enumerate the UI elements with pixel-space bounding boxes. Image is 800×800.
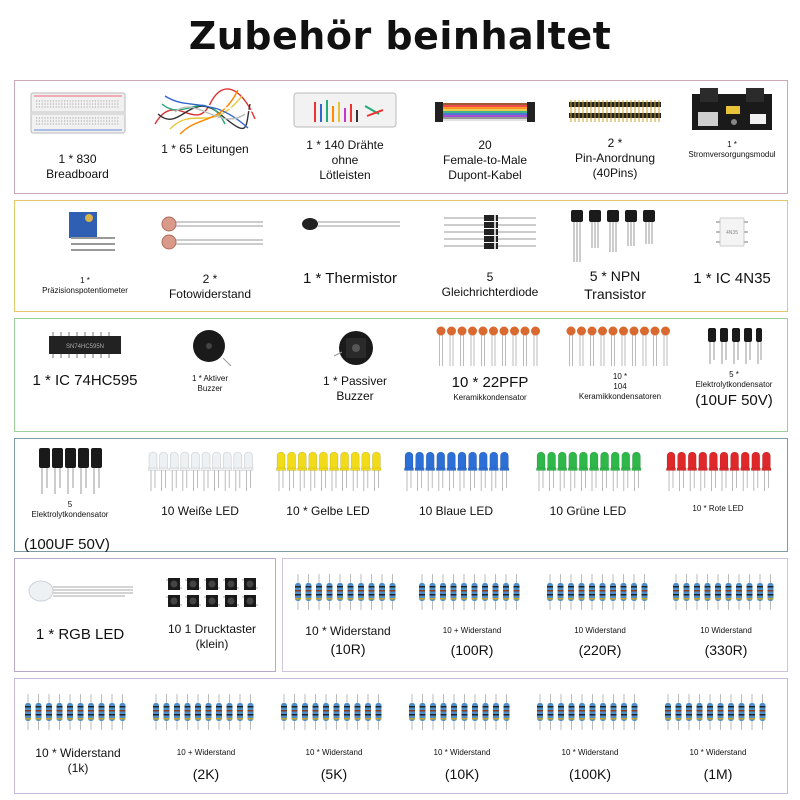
- item-led-red: [656, 448, 780, 514]
- elko10-value: (10UF 50V): [695, 392, 773, 409]
- active-buzzer-image: [185, 328, 235, 368]
- elko10-label: 5 * Elektrolytkondensator: [695, 370, 773, 389]
- item-r220r: [540, 574, 660, 660]
- r330r-value: (330R): [704, 642, 748, 658]
- r100r-label: 10 + Widerstand: [442, 626, 502, 635]
- item-pins: [555, 100, 675, 181]
- r5k-value: (5K): [320, 766, 348, 782]
- thermistor-image: [298, 214, 402, 234]
- elko100-value: (100UF 50V): [24, 536, 110, 553]
- item-aktiv: [160, 328, 260, 394]
- item-r100r: [412, 574, 532, 660]
- wire-box-image: [293, 92, 397, 128]
- push-button-image: [162, 574, 262, 610]
- dupont-cable-image: [435, 100, 535, 124]
- elko-100uf-image: [35, 446, 105, 496]
- resistor-2k-image: [151, 694, 261, 730]
- item-strom: [680, 86, 784, 160]
- r10r-label: 10 * Widerstand: [305, 624, 391, 638]
- passive-buzzer-image: [330, 328, 380, 368]
- led-green-label: 10 Grüne LED: [549, 504, 627, 518]
- pins-label: 2 * Pin-Anordnung (40Pins): [574, 136, 656, 180]
- item-elko100: [20, 446, 120, 520]
- thermistor-label: 1 * Thermistor: [303, 270, 397, 287]
- elko100-label: 5 Elektrolytkondensator: [31, 500, 109, 519]
- item-diode: [425, 214, 555, 300]
- item-breadboard: [20, 92, 135, 182]
- jumper-wires-image: [150, 84, 260, 138]
- item-r5k: [272, 694, 396, 784]
- ic595-marking: SN74HC595N: [65, 344, 105, 350]
- led-white-label: 10 Weiße LED: [161, 504, 239, 518]
- breadboard-label: 1 * 830 Breadboard: [46, 152, 109, 181]
- item-npn: [555, 208, 675, 303]
- resistor-330r-image: [671, 574, 781, 610]
- diode-label: 5 Gleichrichterdiode: [441, 270, 539, 299]
- r220r-label: 10 Widerstand: [574, 626, 626, 635]
- page-title: Zubehör beinhaltet: [188, 14, 612, 58]
- diode-image: [442, 214, 538, 250]
- ic4n35-label: 1 * IC 4N35: [693, 270, 771, 287]
- resistor-5k-image: [279, 694, 389, 730]
- power-module-image: [690, 86, 774, 136]
- r10k-value: (10K): [444, 766, 480, 782]
- item-foto: [150, 214, 270, 302]
- strom-label: 1 * Stromversorgungsmodul: [688, 140, 776, 159]
- r2k-label: 10 + Widerstand: [176, 748, 236, 757]
- ic-74hc595-image: [45, 330, 125, 360]
- transistor-image: [565, 208, 665, 264]
- r2k-value: (2K): [192, 766, 220, 782]
- led-blue-image: [401, 448, 511, 492]
- item-passiv: [300, 328, 410, 404]
- resistor-1m-image: [663, 694, 773, 730]
- ic-marking: 4N35: [726, 230, 738, 236]
- resistor-1k-image: [23, 694, 133, 730]
- r10r-value: (10R): [330, 641, 366, 657]
- item-ic4n35: [680, 212, 784, 289]
- led-red-image: [663, 448, 773, 492]
- led-blue-label: 10 Blaue LED: [418, 504, 494, 518]
- r100k-label: 10 * Widerstand: [561, 748, 619, 757]
- item-ic595: [20, 330, 150, 391]
- item-r2k: [144, 694, 268, 784]
- r330r-label: 10 Widerstand: [700, 626, 752, 635]
- dupont-label: 20 Female-to-Male Dupont-Kabel: [442, 138, 528, 182]
- poti-label: 1 * Präzisionspotentiometer: [42, 276, 128, 295]
- aktiv-label: 1 * Aktiver Buzzer: [191, 374, 228, 393]
- led-yellow-image: [273, 448, 383, 492]
- taster-label: 10 1 Drucktaster (klein): [167, 622, 257, 651]
- item-dupont: [425, 100, 545, 183]
- r1m-value: (1M): [703, 766, 733, 782]
- resistor-100k-image: [535, 694, 645, 730]
- item-thermistor: [285, 214, 415, 289]
- r100r-value: (100R): [450, 642, 494, 658]
- r5k-label: 10 * Widerstand: [305, 748, 363, 757]
- passiv-label: 1 * Passiver Buzzer: [322, 374, 388, 403]
- resistor-10r-image: [293, 574, 403, 610]
- pin-header-image: [567, 100, 663, 122]
- item-rgb: [20, 576, 140, 645]
- r1k-label: 10 * Widerstand: [35, 746, 121, 760]
- item-led-white: [140, 448, 260, 519]
- kond22-label: 10 * 22PFP: [451, 374, 529, 391]
- r10k-label: 10 * Widerstand: [433, 748, 491, 757]
- item-r1m: [656, 694, 780, 784]
- kond104-label: 10 * 104 Keramikkondensatoren: [578, 372, 662, 401]
- item-elko10: [684, 324, 784, 411]
- r1m-label: 10 * Widerstand: [689, 748, 747, 757]
- item-leitungen: [145, 84, 265, 157]
- resistor-10k-image: [407, 694, 517, 730]
- item-poti: [20, 208, 150, 296]
- breadboard-image: [30, 92, 126, 134]
- item-r330r: [666, 574, 786, 660]
- rgb-label: 1 * RGB LED: [35, 626, 125, 643]
- draehte-label: 1 * 140 Drähte ohne Lötleisten: [306, 138, 384, 182]
- item-taster: [150, 574, 274, 652]
- potentiometer-image: [55, 208, 115, 260]
- ic-4n35-image: [712, 212, 752, 252]
- item-led-blue: [396, 448, 516, 519]
- npn-label: 5 * NPN Transistor: [584, 268, 646, 302]
- item-kond104: [555, 324, 685, 402]
- rgb-led-image: [25, 576, 135, 606]
- item-r10k: [400, 694, 524, 784]
- elko-10uf-image: [704, 324, 764, 366]
- r220r-value: (220R): [578, 642, 622, 658]
- item-r10r: [288, 574, 408, 659]
- resistor-100r-image: [417, 574, 527, 610]
- item-r100k: [528, 694, 652, 784]
- item-led-yellow: [268, 448, 388, 519]
- led-yellow-label: 10 * Gelbe LED: [286, 504, 370, 518]
- kond22-sub-label: Keramikkondensator: [453, 392, 527, 402]
- leitungen-label: 1 * 65 Leitungen: [161, 142, 249, 156]
- r100k-value: (100K): [568, 766, 612, 782]
- item-led-green: [528, 448, 648, 519]
- item-draehte: [285, 92, 405, 183]
- item-r1k: [16, 694, 140, 776]
- led-white-image: [145, 448, 255, 492]
- r1k-value: (1k): [67, 761, 89, 775]
- item-kond22: [430, 324, 550, 403]
- photoresistor-image: [155, 214, 265, 254]
- foto-label: 2 * Fotowiderstand: [168, 272, 252, 301]
- resistor-220r-image: [545, 574, 655, 610]
- ceramic-104-image: [565, 324, 675, 368]
- led-red-label: 10 * Rote LED: [692, 504, 744, 513]
- ceramic-22pf-image: [435, 324, 545, 368]
- ic595-label: 1 * IC 74HC595: [32, 372, 138, 389]
- led-green-image: [533, 448, 643, 492]
